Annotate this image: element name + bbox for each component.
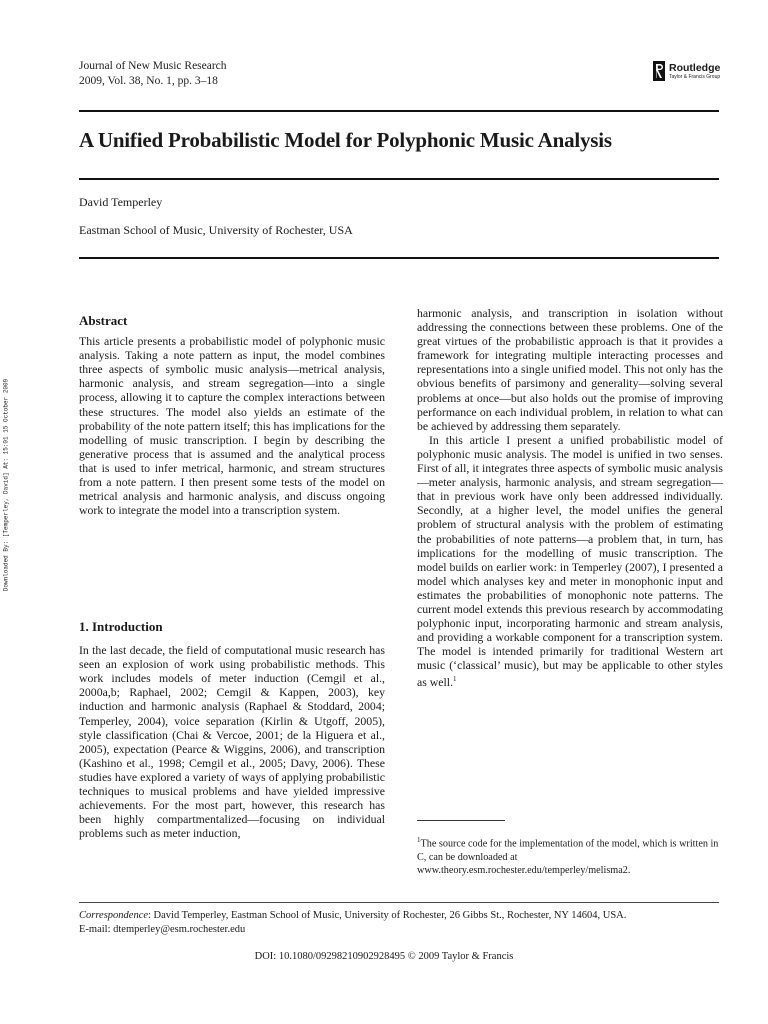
correspondence-line bbox=[79, 909, 724, 923]
abstract-text: This article presents a probabilistic model of polyphonic music analysis. Taking a note pattern as input, the model combines three aspects of symbolic music analysis—metrical analysis, harmonic analysis, and stream segregation—into a single process, allowing it to capture the complex interactions between these structures. The model also yields an estimate of the probability of the note pattern itself; this has implications for the modelling of music transcription. I begin by describing the generative process that is assumed and the analytical process that is used to infer metrical, harmonic, and stream structures from a note pattern. I then present some tests of the model on metrical analysis and harmonic analysis, and discuss ongoing work to integrate the model into a transcription system. bbox=[79, 334, 385, 518]
publisher-subtitle: Taylor & Francis Group bbox=[669, 73, 721, 80]
introduction-heading: 1. Introduction bbox=[79, 619, 163, 634]
affiliation-rule bbox=[79, 257, 719, 259]
publisher-logo bbox=[653, 60, 720, 82]
footnote-text: The source code for the implementation of the model, which is written in C, can be downloaded at www.theory.esm.rochester.edu/temperley/melisma2. bbox=[417, 838, 719, 877]
introduction-paragraph-1-continued: harmonic analysis, and transcription in isolation without addressing the connections between these problems. One of the great virtues of the probabilistic approach is that it provides a framework for integrating multiple interacting processes and representations into a single unified model. This not only has the obvious benefits of parsimony and generality—solving several problems at once—but also holds out the promise of improving performance on each individual problem, in relation to what can be achieved by addressing them separately. bbox=[417, 306, 723, 433]
introduction-paragraph-2-text: In this article I present a unified probabilistic model of polyphonic music analysis. The model is unified in two senses. First of all, it integrates three aspects of symbolic music analysis—meter analysis, harmonic analysis, and stream segregation—that in previous work have only been addressed individually. Secondly, at a higher level, the model unifies the general problem of structural analysis with the problem of estimating the probabilities of note patterns—a problem that, in turn, has implications for the modelling of music transcription. The model builds on earlier work: in Temperley (2007), I presented a model which analyses key and meter in monophonic input and estimates the probabilities of monophonic note patterns. The current model extends this previous research by accommodating polyphonic input, incorporating harmonic and stream analysis, and providing a workable component for a transcription system. The model is intended primarily for traditional Western art music (‘classical’ music), but may be applicable to other styles as well. bbox=[417, 432, 723, 690]
journal-volume: 2009, Vol. 38, No. 1, pp. 3–18 bbox=[79, 75, 218, 87]
correspondence bbox=[79, 909, 724, 937]
correspondence-email[interactable]: E-mail: dtemperley@esm.rochester.edu bbox=[79, 924, 246, 935]
introduction-section bbox=[79, 620, 385, 840]
footnote-marker: 1 bbox=[417, 836, 421, 844]
author-affiliation: Eastman School of Music, University of Rochester, USA bbox=[79, 223, 353, 237]
correspondence-label: Correspondence bbox=[79, 910, 149, 921]
header-rule bbox=[79, 110, 719, 112]
journal-info bbox=[79, 59, 227, 89]
article-title: A Unified Probabilistic Model for Polyphonic Music Analysis bbox=[79, 128, 612, 152]
footnote bbox=[417, 834, 723, 878]
publisher-name: Routledge bbox=[669, 61, 721, 74]
footnote-reference[interactable]: 1 bbox=[453, 675, 457, 684]
download-note bbox=[0, 320, 12, 650]
right-column bbox=[417, 306, 723, 689]
introduction-paragraph-1: In the last decade, the field of computational music research has seen an explosion of work using probabilistic methods. This work includes models of meter induction (Cemgil et al., 2000a,b; Raphael, 2002; Cemgil & Kappen, 2003), key induction and harmonic analysis (Raphael & Stoddard, 2004; Temperley, 2004), voice separation (Kirlin & Utgoff, 2005), style classification (Chai & Vercoe, 2001; de la Higuera et al., 2005), expectation (Pearce & Wiggins, 2006), and transcription (Kashino et al., 1998; Cemgil et al., 2005; Davy, 2006). These studies have explored a variety of ways of applying probabilistic techniques to musical problems and have yielded impressive achievements. For the most part, however, this research has been highly compartmentalized—focusing on individual problems such as meter induction, bbox=[79, 643, 385, 841]
journal-name: Journal of New Music Research bbox=[79, 60, 227, 72]
correspondence-rule bbox=[79, 902, 719, 903]
footnote-rule bbox=[417, 820, 505, 821]
download-note-text: Downloaded By: [Temperley, David] At: 15:01 15 October 2009 bbox=[2, 378, 10, 592]
introduction-paragraph-2 bbox=[417, 433, 723, 690]
correspondence-address: : David Temperley, Eastman School of Music, University of Rochester, 26 Gibbs St., Rochester, NY 14604, USA. bbox=[148, 910, 627, 921]
abstract-section bbox=[79, 314, 385, 517]
doi-footer[interactable]: DOI: 10.1080/09298210902928495 © 2009 Taylor & Francis bbox=[254, 951, 514, 962]
abstract-heading: Abstract bbox=[79, 313, 128, 328]
author-name: David Temperley bbox=[79, 195, 163, 209]
routledge-r-icon bbox=[653, 61, 665, 81]
title-rule bbox=[79, 178, 719, 180]
